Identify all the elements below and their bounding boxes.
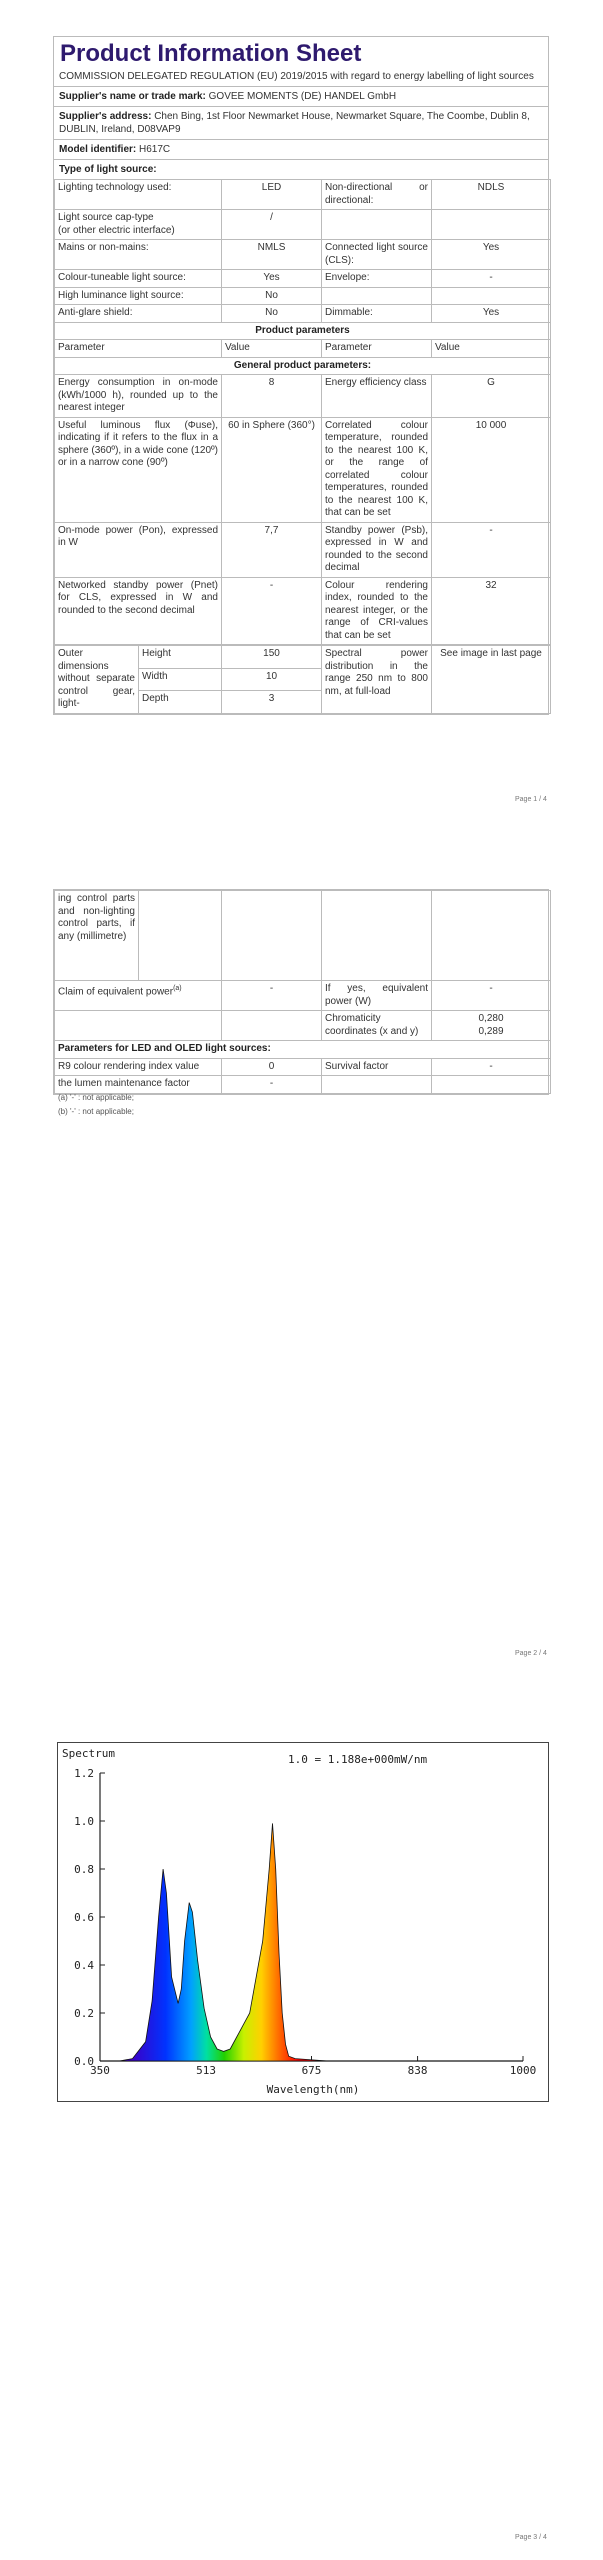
axes — [74, 1767, 536, 2077]
spectrum-chart — [57, 1742, 549, 2102]
y-tick-label: 0.8 — [74, 1863, 94, 1876]
supplier-address-row — [54, 106, 548, 139]
tech-label: Lighting technology used: — [55, 180, 222, 210]
led-parameters-heading: Parameters for LED and OLED light sources: — [55, 1041, 551, 1059]
height-value: 150 — [222, 646, 322, 669]
empty-cell — [55, 1011, 222, 1041]
dimmable-value: Yes — [432, 305, 551, 323]
dims-label-part2: ing control parts and non-lighting control parts, if any (millimetre) — [55, 891, 139, 981]
footnote-marker: (a) — [173, 985, 182, 992]
onpower-value: 7,7 — [222, 522, 322, 577]
standby-value: - — [432, 522, 551, 577]
width-label: Width — [139, 668, 222, 691]
directional-value: NDLS — [432, 180, 551, 210]
model-row — [54, 139, 548, 159]
page-1 — [0, 0, 603, 820]
chroma-y: 0,289 — [478, 1025, 504, 1037]
spd-value: See image in last page — [432, 646, 551, 714]
empty-cell — [322, 287, 432, 305]
model-label: Model identifier: — [59, 144, 137, 155]
spectrum-area — [100, 1823, 523, 2061]
onpower-label: On-mode power (Pon), expressed in W — [55, 522, 222, 577]
depth-label: Depth — [139, 691, 222, 714]
product-parameters-heading: Product parameters — [55, 322, 551, 340]
x-tick-label: 838 — [407, 2064, 428, 2077]
chroma-value — [432, 1011, 551, 1041]
empty-cell — [322, 891, 432, 981]
width-value: 10 — [222, 668, 322, 691]
page-title: Product Information Sheet — [60, 40, 362, 67]
empty-cell — [432, 210, 551, 240]
cri-label: Colour rendering index, rounded to the nearest integer, or the range of CRI-values that can be set — [322, 577, 432, 645]
envelope-label: Envelope: — [322, 270, 432, 288]
envelope-value: - — [432, 270, 551, 288]
r9-value: 0 — [222, 1058, 322, 1076]
empty-cell — [432, 287, 551, 305]
supplier-name: GOVEE MOMENTS (DE) HANDEL GmbH — [208, 91, 397, 102]
mains-label: Mains or non-mains: — [55, 240, 222, 270]
page-number: Page 3 / 4 — [515, 2534, 547, 2541]
y-tick-label: 0.4 — [74, 1959, 94, 1972]
cls-label: Connected light source (CLS): — [322, 240, 432, 270]
dimensions-table-part1 — [54, 645, 551, 714]
dimmable-label: Dimmable: — [322, 305, 432, 323]
cls-value: Yes — [432, 240, 551, 270]
supplier-name-label: Supplier's name or trade mark: — [59, 91, 206, 102]
highlum-label: High luminance light source: — [55, 287, 222, 305]
x-tick-label: 675 — [301, 2064, 322, 2077]
page-number: Page 2 / 4 — [515, 1650, 547, 1657]
netstandby-label: Networked standby power (Pnet) for CLS, expressed in W and rounded to the second decimal — [55, 577, 222, 645]
col-value-1: Value — [222, 340, 322, 358]
cap-value: / — [222, 210, 322, 240]
y-tick-label: 0.2 — [74, 2007, 94, 2020]
footnote-b: (b) '-' : not applicable; — [58, 1107, 134, 1116]
y-tick-label: 0.6 — [74, 1911, 94, 1924]
energy-label: Energy consumption in on-mode (kWh/1000 h), rounded up to the nearest integer — [55, 375, 222, 418]
spectrum-series — [100, 1823, 523, 2061]
directional-label: Non-directional or directional: — [322, 180, 432, 210]
chroma-x: 0,280 — [478, 1013, 504, 1024]
model-identifier: H617C — [139, 144, 171, 155]
page-number: Page 1 / 4 — [515, 796, 547, 803]
antiglare-value: No — [222, 305, 322, 323]
lumen-label: the lumen maintenance factor — [55, 1076, 222, 1094]
tech-value: LED — [222, 180, 322, 210]
regulation-text: COMMISSION DELEGATED REGULATION (EU) 2019/2015 with regard to energy labelling of light sources — [59, 71, 534, 82]
info-sheet-part2 — [53, 889, 549, 1095]
standby-label: Standby power (Psb), expressed in W and rounded to the second decimal — [322, 522, 432, 577]
empty-cell — [432, 1076, 551, 1094]
spd-label: Spectral power distribution in the range 250 nm to 800 nm, at full-load — [322, 646, 432, 714]
page-2 — [0, 885, 603, 1685]
tuneable-label: Colour-tuneable light source: — [55, 270, 222, 288]
col-value-2: Value — [432, 340, 551, 358]
col-param-1: Parameter — [55, 340, 222, 358]
x-tick-label: 513 — [196, 2064, 217, 2077]
empty-cell — [322, 1076, 432, 1094]
chart-annotation: 1.0 = 1.188e+000mW/nm — [288, 1753, 428, 1766]
flux-value: 60 in Sphere (360°) — [222, 417, 322, 522]
supplier-address: Chen Bing, 1st Floor Newmarket House, Newmarket Square, The Coombe, Dublin 8, DUBLIN, Ireland, D08VAP9 — [59, 111, 530, 135]
highlum-value: No — [222, 287, 322, 305]
flux-label: Useful luminous flux (Φuse), indicating if it refers to the flux in a sphere (360º), in a wide cone (120º) or in a narrow cone (90º) — [55, 417, 222, 522]
mains-value: NMLS — [222, 240, 322, 270]
empty-cell — [432, 891, 551, 981]
height-label: Height — [139, 646, 222, 669]
cap-label-line2: (or other electric interface) — [58, 224, 175, 236]
x-axis-label: Wavelength(nm) — [266, 2083, 360, 2096]
x-tick-label: 1000 — [509, 2064, 537, 2077]
chroma-label: Chromaticity coordinates (x and y) — [322, 1011, 432, 1041]
supplier-name-row — [54, 86, 548, 106]
light-source-type-table — [54, 179, 551, 645]
y-tick-label: 0.0 — [74, 2055, 94, 2068]
netstandby-value: - — [222, 577, 322, 645]
y-tick-label: 1.0 — [74, 1815, 94, 1828]
cct-value: 10 000 — [432, 417, 551, 522]
dims-label-part1: Outer dimensions without separate control gear, light- — [55, 646, 139, 714]
cct-label: Correlated colour temperature, rounded to the nearest 100 K, or the range of correlated colour temperatures, rounded to the nearest 100 K, that can be set — [322, 417, 432, 522]
equiv-yes-value: - — [432, 981, 551, 1011]
footnotes — [58, 1091, 134, 1119]
r9-label: R9 colour rendering index value — [55, 1058, 222, 1076]
equiv-value: - — [222, 981, 322, 1011]
empty-cell — [222, 1011, 322, 1041]
eff-value: G — [432, 375, 551, 418]
col-param-2: Parameter — [322, 340, 432, 358]
depth-value: 3 — [222, 691, 322, 714]
footnote-a: (a) '-' : not applicable; — [58, 1093, 134, 1102]
info-sheet-part1 — [53, 36, 549, 715]
survival-label: Survival factor — [322, 1058, 432, 1076]
general-parameters-heading: General product parameters: — [55, 357, 551, 375]
antiglare-label: Anti-glare shield: — [55, 305, 222, 323]
equiv-label-text: Claim of equivalent power — [58, 986, 174, 998]
type-label: Type of light source: — [59, 164, 157, 175]
equiv-label — [55, 981, 222, 1011]
supplier-address-label: Supplier's address: — [59, 111, 152, 122]
cap-label — [55, 210, 222, 240]
lumen-value: - — [222, 1076, 322, 1094]
cap-label-line1: Light source cap-type — [58, 212, 154, 223]
cri-value: 32 — [432, 577, 551, 645]
empty-cell — [322, 210, 432, 240]
empty-cell — [222, 891, 322, 981]
tuneable-value: Yes — [222, 270, 322, 288]
type-heading-row — [54, 159, 548, 179]
equiv-yes-label: If yes, equivalent power (W) — [322, 981, 432, 1011]
chart-title: Spectrum — [62, 1747, 115, 1760]
x-tick-label: 350 — [90, 2064, 110, 2077]
energy-value: 8 — [222, 375, 322, 418]
survival-value: - — [432, 1058, 551, 1076]
spectrum-svg — [58, 1743, 548, 2101]
empty-cell — [139, 891, 222, 981]
y-tick-label: 1.2 — [74, 1767, 94, 1780]
dimensions-table-part2 — [54, 890, 551, 1094]
eff-label: Energy efficiency class — [322, 375, 432, 418]
